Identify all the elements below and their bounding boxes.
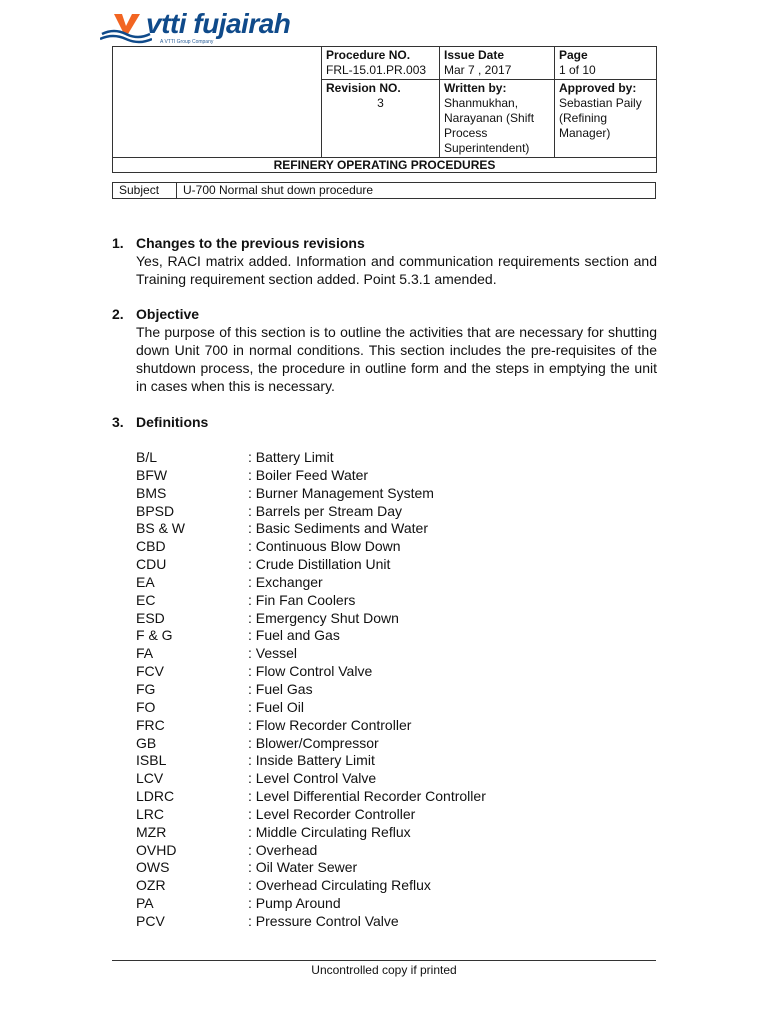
definition-abbr: BPSD [136,502,175,519]
definition-abbr: MZR [136,823,167,840]
page-label: Page [559,48,588,62]
logo-tagline: A VTTI Group Company [160,39,214,45]
definition-meaning: : Boiler Feed Water [248,466,369,483]
definition-meaning: : Basic Sediments and Water [248,520,429,537]
definition-abbr: BFW [136,466,168,483]
section-heading: Definitions [136,414,209,430]
definition-abbr: LDRC [136,788,175,805]
definition-meaning: : Fuel Gas [248,680,313,697]
revision-cell [322,80,440,158]
section-changes [112,234,657,288]
definition-meaning: : Blower/Compressor [248,734,379,751]
company-logo [100,8,330,48]
definition-row [136,645,486,663]
footer-text: Uncontrolled copy if printed [311,963,457,977]
definition-abbr: LRC [136,805,165,822]
section-objective [112,305,657,395]
section-body: Yes, RACI matrix added. Information and communication requirements section and Training requirement section added. Point 5.3.1 amended. [136,253,657,287]
definition-abbr: PCV [136,912,165,929]
definition-row [136,788,486,806]
definition-abbr: OWS [136,859,170,876]
revision-value: 3 [377,96,384,110]
definition-row [136,627,486,645]
definition-abbr: FG [136,680,156,697]
definition-abbr: LCV [136,770,164,787]
definition-meaning: : Inside Battery Limit [248,752,375,769]
definition-row [136,895,486,913]
definition-meaning: : Pump Around [248,895,341,912]
definition-meaning: : Overhead [248,841,318,858]
definition-abbr: CDU [136,556,167,573]
definition-abbr: GB [136,734,157,751]
definition-row [136,520,486,538]
procedure-no-value: FRL-15.01.PR.003 [326,63,427,77]
section-number: 3. [112,414,124,430]
definition-row [136,556,486,574]
definition-abbr: ISBL [136,752,167,769]
subject-table [112,182,656,199]
section-number: 1. [112,235,124,251]
subject-label: Subject [113,183,177,199]
definition-abbr: EC [136,591,156,608]
definition-row [136,467,486,485]
definition-row [136,806,486,824]
definition-row [136,735,486,753]
definition-meaning: : Battery Limit [248,449,334,465]
definition-abbr: B/L [136,449,158,465]
section-definitions [112,413,657,431]
header-logo-cell [113,47,322,158]
definition-abbr: BS & W [136,520,186,537]
definitions-list [136,449,486,931]
definition-meaning: : Pressure Control Valve [248,912,399,929]
definition-row [136,449,486,467]
definition-abbr: FA [136,645,154,662]
approved-by-label: Approved by: [559,81,637,95]
definition-meaning: : Burner Management System [248,484,434,501]
definition-meaning: : Middle Circulating Reflux [248,823,411,840]
definition-abbr: PA [136,895,154,912]
definition-meaning: : Crude Distillation Unit [248,556,391,573]
definition-meaning: : Fuel Oil [248,698,305,715]
definition-meaning: : Flow Recorder Controller [248,716,412,733]
definition-abbr: OZR [136,877,166,894]
definition-abbr: FO [136,698,156,715]
definition-row [136,717,486,735]
page-cell [555,47,657,80]
definition-meaning: : Emergency Shut Down [248,609,399,626]
section-number: 2. [112,306,124,322]
footer-divider [112,960,656,961]
definition-row [136,485,486,503]
definition-meaning: : Level Differential Recorder Controller [248,788,486,805]
section-heading: Objective [136,306,200,322]
logo-mark-icon [100,8,152,48]
issue-date-label: Issue Date [444,48,505,62]
document-title: REFINERY OPERATING PROCEDURES [113,158,657,173]
issue-date-value: Mar 7 , 2017 [444,63,512,77]
procedure-no-cell [322,47,440,80]
definition-abbr: F & G [136,627,173,644]
definition-meaning: : Continuous Blow Down [248,538,401,555]
definition-row [136,592,486,610]
definition-meaning: : Overhead Circulating Reflux [248,877,431,894]
definition-row [136,681,486,699]
definition-abbr: ESD [136,609,165,626]
definition-meaning: : Exchanger [248,573,323,590]
definition-abbr: FRC [136,716,165,733]
definition-row [136,913,486,931]
definition-meaning: : Level Control Valve [248,770,377,787]
definition-abbr: EA [136,573,155,590]
written-by-label: Written by: [444,81,507,95]
definition-meaning: : Flow Control Valve [248,663,373,680]
definition-row [136,859,486,877]
definition-row [136,663,486,681]
written-by-value: Shanmukhan, Narayanan (Shift Process Superintendent) [444,96,535,155]
definition-row [136,877,486,895]
procedure-no-label: Procedure NO. [326,48,411,62]
section-heading: Changes to the previous revisions [136,235,365,251]
definition-meaning: : Vessel [248,645,298,662]
definition-meaning: : Oil Water Sewer [248,859,358,876]
logo-text: vtti fujairah [146,8,291,39]
definition-meaning: : Level Recorder Controller [248,805,416,822]
written-by-cell [440,80,555,158]
definition-meaning: : Fuel and Gas [248,627,340,644]
definition-row [136,538,486,556]
definition-abbr: FCV [136,663,164,680]
definition-row [136,752,486,770]
definition-abbr: BMS [136,484,167,501]
approved-by-value: Sebastian Paily (Refining Manager) [559,96,642,140]
definition-row [136,699,486,717]
page-value: 1 of 10 [559,63,596,77]
definition-row [136,770,486,788]
subject-value: U-700 Normal shut down procedure [177,183,656,199]
revision-label: Revision NO. [326,81,401,95]
definition-meaning: : Barrels per Stream Day [248,502,403,519]
section-body: The purpose of this section is to outline the activities that are necessary for shutting down Unit 700 in normal conditions. This section includes the pre-requisites of the shutdown process, the procedure in outline form and the steps in emptying the unit in cases when this is necessary. [136,324,657,394]
definition-abbr: CBD [136,538,166,555]
issue-date-cell [440,47,555,80]
definition-row [136,574,486,592]
document-header-table [112,46,657,173]
definition-abbr: OVHD [136,841,177,858]
approved-by-cell [555,80,657,158]
definition-row [136,610,486,628]
definition-meaning: : Fin Fan Coolers [248,591,356,608]
definition-row [136,503,486,521]
definition-row [136,842,486,860]
definition-row [136,824,486,842]
